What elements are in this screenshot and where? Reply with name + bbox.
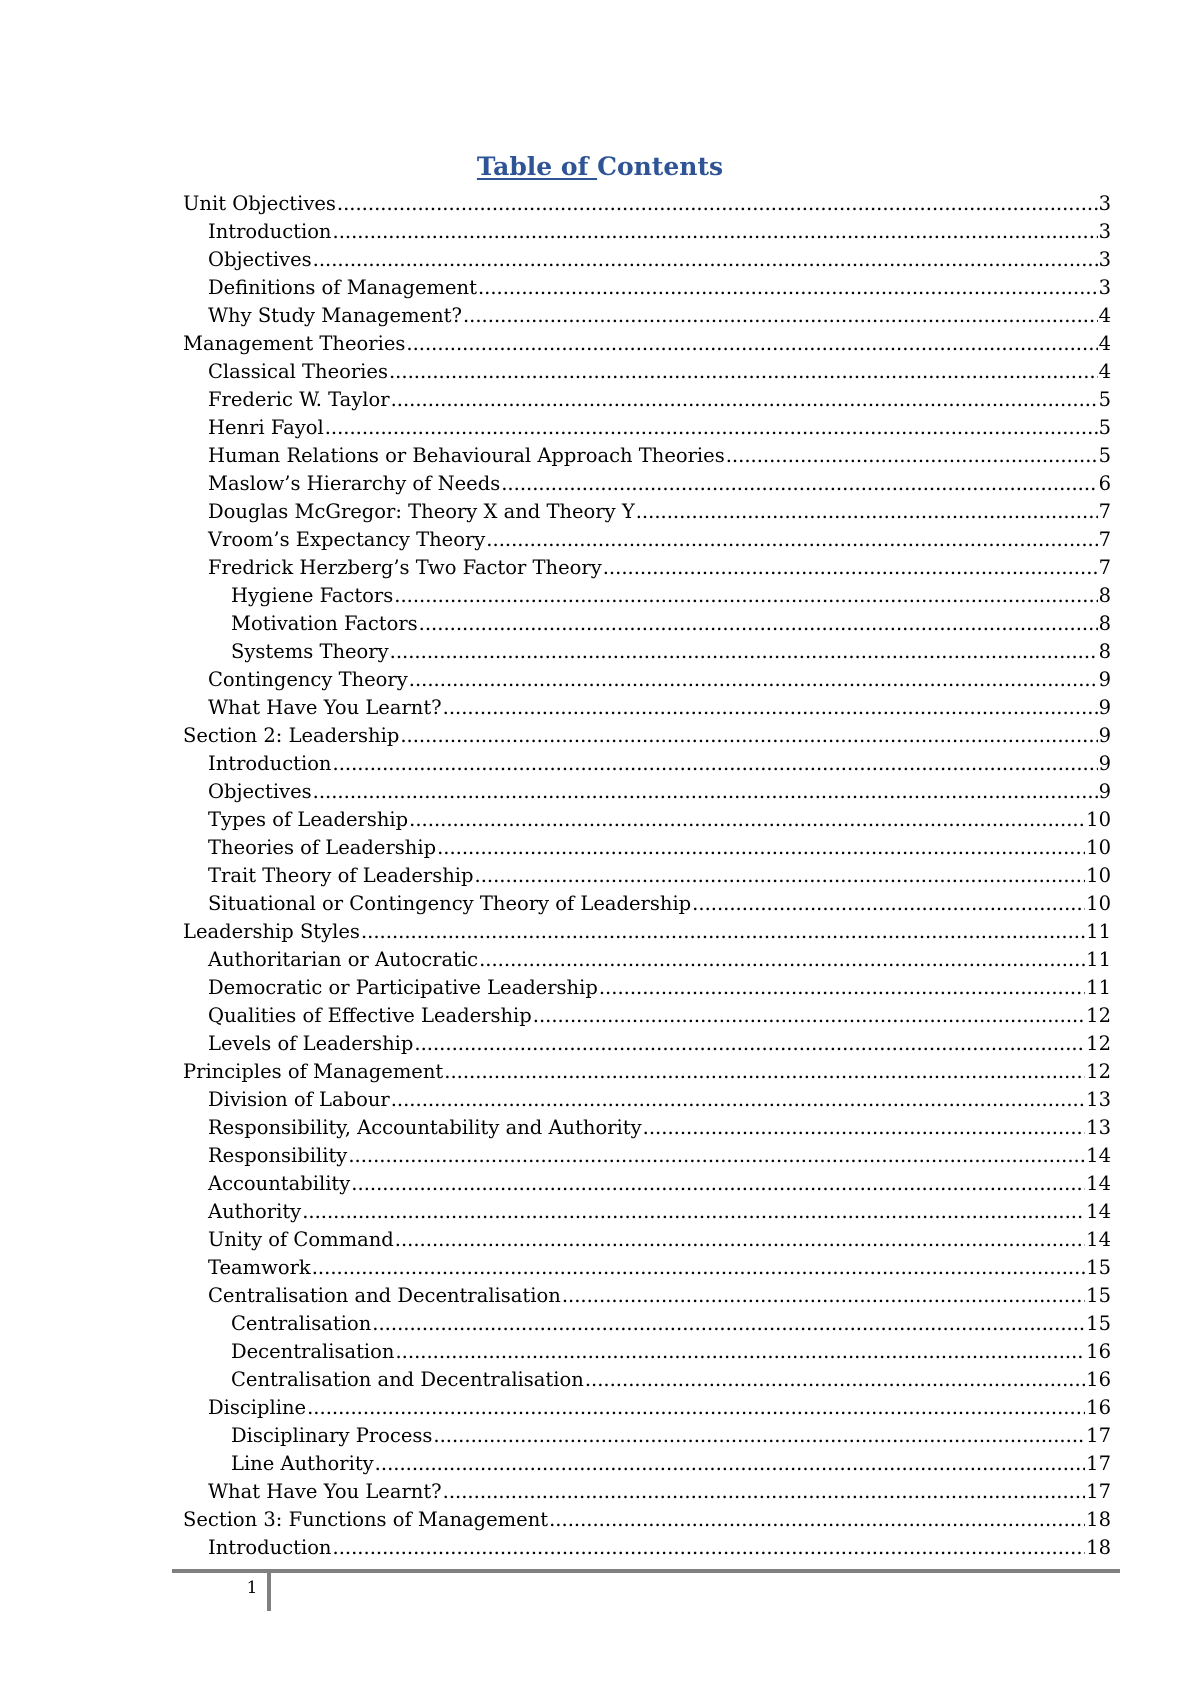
toc-entry-title[interactable]: What Have You Learnt?	[208, 1480, 442, 1503]
toc-dot-leader	[390, 638, 1098, 666]
toc-entry-title[interactable]: Qualities of Effective Leadership	[208, 1004, 532, 1027]
toc-dot-leader	[433, 1422, 1085, 1450]
toc-dot-leader	[333, 750, 1098, 778]
toc-entry-title[interactable]: Management Theories	[183, 332, 406, 355]
toc-entry-title[interactable]: Systems Theory	[231, 640, 389, 663]
toc-entry-page[interactable]: 14	[1086, 1200, 1111, 1223]
toc-entry-page[interactable]: 13	[1086, 1116, 1111, 1139]
toc-entry[interactable]	[183, 1338, 1111, 1366]
toc-entry-title[interactable]: Fredrick Herzberg’s Two Factor Theory	[208, 556, 602, 579]
toc-entry-page[interactable]: 9	[1098, 724, 1111, 747]
toc-entry-title[interactable]: Unity of Command	[208, 1228, 394, 1251]
toc-entry-title[interactable]: Maslow’s Hierarchy of Needs	[208, 472, 501, 495]
toc-dot-leader	[726, 442, 1098, 470]
toc-entry-title[interactable]: Responsibility, Accountability and Authority	[208, 1116, 642, 1139]
toc-dot-leader	[603, 554, 1098, 582]
toc-dot-leader	[636, 498, 1098, 526]
toc-dot-leader	[478, 274, 1098, 302]
toc-dot-leader	[325, 414, 1098, 442]
toc-dot-leader	[313, 246, 1098, 274]
toc-dot-leader	[414, 1030, 1085, 1058]
toc-entry-page[interactable]: 3	[1098, 248, 1111, 271]
toc-entry-title[interactable]: Line Authority	[231, 1452, 374, 1475]
toc-entry-title[interactable]: Henri Fayol	[208, 416, 324, 439]
toc-entry-page[interactable]: 16	[1086, 1368, 1111, 1391]
toc-entry-page[interactable]: 9	[1098, 752, 1111, 775]
toc-dot-leader	[585, 1366, 1085, 1394]
toc-entry-page[interactable]: 12	[1086, 1032, 1111, 1055]
toc-entry-title[interactable]: Objectives	[208, 780, 312, 803]
toc-entry-page[interactable]: 10	[1086, 892, 1111, 915]
toc-entry-title[interactable]: Decentralisation	[231, 1340, 395, 1363]
toc-entry[interactable]	[183, 750, 1111, 778]
toc-entry[interactable]	[183, 1394, 1111, 1422]
toc-dot-leader	[348, 1142, 1085, 1170]
toc-entry[interactable]	[183, 246, 1111, 274]
toc-dot-leader	[361, 918, 1085, 946]
toc-entry[interactable]	[183, 974, 1111, 1002]
toc-entry[interactable]	[183, 1478, 1111, 1506]
toc-entry[interactable]	[183, 1310, 1111, 1338]
toc-entry[interactable]	[183, 526, 1111, 554]
toc-entry-title[interactable]: Disciplinary Process	[231, 1424, 433, 1447]
toc-entry-page[interactable]: 10	[1086, 836, 1111, 859]
toc-heading-part1: Table of	[476, 152, 598, 181]
toc-entry[interactable]	[183, 1114, 1111, 1142]
toc-entry-title[interactable]: Principles of Management	[183, 1060, 444, 1083]
footer-rule	[172, 1569, 1120, 1573]
toc-entry[interactable]	[183, 470, 1111, 498]
toc-entry-title[interactable]: What Have You Learnt?	[208, 696, 442, 719]
toc-entry[interactable]	[183, 1170, 1111, 1198]
toc-entry-title[interactable]: Theories of Leadership	[208, 836, 437, 859]
toc-dot-leader	[375, 1450, 1086, 1478]
toc-dot-leader	[307, 1394, 1085, 1422]
toc-entry[interactable]	[183, 302, 1111, 330]
toc-entry-page[interactable]: 5	[1098, 416, 1111, 439]
toc-entry[interactable]	[183, 1506, 1111, 1534]
toc-entry-title[interactable]: Trait Theory of Leadership	[208, 864, 474, 887]
toc-entry-page[interactable]: 17	[1086, 1452, 1111, 1475]
toc-entry-page[interactable]: 15	[1086, 1256, 1111, 1279]
toc-entry[interactable]	[183, 414, 1111, 442]
toc-entry-page[interactable]: 3	[1098, 220, 1111, 243]
toc-entry-title[interactable]: Introduction	[208, 1536, 332, 1559]
toc-entry[interactable]	[183, 918, 1111, 946]
page-number: 1	[246, 1578, 258, 1598]
toc-entry-page[interactable]: 9	[1098, 780, 1111, 803]
toc-entry-title[interactable]: Centralisation and Decentralisation	[231, 1368, 584, 1391]
toc-dot-leader	[475, 862, 1086, 890]
toc-dot-leader	[400, 722, 1097, 750]
toc-entry-title[interactable]: Contingency Theory	[208, 668, 408, 691]
toc-entry-title[interactable]: Vroom’s Expectancy Theory	[208, 528, 486, 551]
toc-entry-page[interactable]: 10	[1086, 864, 1111, 887]
toc-heading-part2: Contents	[597, 152, 724, 181]
toc-entry[interactable]	[183, 190, 1111, 218]
toc-entry-page[interactable]: 8	[1098, 584, 1111, 607]
toc-entry[interactable]	[183, 1030, 1111, 1058]
toc-entry-page[interactable]: 5	[1098, 444, 1111, 467]
toc-dot-leader	[389, 358, 1098, 386]
toc-entry[interactable]	[183, 330, 1111, 358]
toc-dot-leader	[643, 1114, 1086, 1142]
toc-entry-page[interactable]: 12	[1086, 1004, 1111, 1027]
toc-entry-title[interactable]: Human Relations or Behavioural Approach Theories	[208, 444, 725, 467]
toc-entry-title[interactable]: Unit Objectives	[183, 192, 336, 215]
toc-entry-page[interactable]: 16	[1086, 1396, 1111, 1419]
toc-dot-leader	[337, 190, 1098, 218]
toc-entry-page[interactable]: 8	[1098, 612, 1111, 635]
toc-dot-leader	[479, 946, 1085, 974]
toc-entry-page[interactable]: 7	[1098, 556, 1111, 579]
toc-entry-title[interactable]: Responsibility	[208, 1144, 348, 1167]
toc-dot-leader	[333, 1534, 1086, 1562]
toc-dot-leader	[486, 526, 1097, 554]
toc-entry-title[interactable]: Introduction	[208, 752, 332, 775]
toc-entry-title[interactable]: Classical Theories	[208, 360, 388, 383]
toc-entry[interactable]	[183, 1450, 1111, 1478]
toc-entry[interactable]	[183, 1002, 1111, 1030]
toc-dot-leader	[533, 1002, 1085, 1030]
toc-entry[interactable]	[183, 498, 1111, 526]
toc-entry-page[interactable]: 11	[1086, 976, 1111, 999]
toc-dot-leader	[562, 1282, 1085, 1310]
toc-entry-page[interactable]: 6	[1098, 472, 1111, 495]
toc-entry-title[interactable]: Leadership Styles	[183, 920, 360, 943]
toc-entry[interactable]	[183, 834, 1111, 862]
toc-entry-page[interactable]: 8	[1098, 640, 1111, 663]
toc-entry[interactable]	[183, 1086, 1111, 1114]
toc-entry[interactable]	[183, 442, 1111, 470]
toc-entry-page[interactable]: 4	[1098, 304, 1111, 327]
toc-entry-page[interactable]: 10	[1086, 808, 1111, 831]
toc-dot-leader	[333, 218, 1098, 246]
toc-entry[interactable]	[183, 386, 1111, 414]
toc-entry-page[interactable]: 7	[1098, 528, 1111, 551]
toc-dot-leader	[501, 470, 1097, 498]
toc-entry-title[interactable]: Douglas McGregor: Theory X and Theory Y	[208, 500, 635, 523]
toc-entry-title[interactable]: Authoritarian or Autocratic	[208, 948, 479, 971]
toc-entry-page[interactable]: 11	[1086, 948, 1111, 971]
toc-entry[interactable]	[183, 722, 1111, 750]
toc-entry[interactable]	[183, 1534, 1111, 1562]
toc-entry-title[interactable]: Discipline	[208, 1396, 307, 1419]
toc-entry-title[interactable]: Teamwork	[208, 1256, 311, 1279]
toc-entry[interactable]	[183, 778, 1111, 806]
toc-dot-leader	[549, 1506, 1085, 1534]
toc-dot-leader	[443, 694, 1098, 722]
toc-entry-page[interactable]: 9	[1098, 668, 1111, 691]
toc-entry[interactable]	[183, 862, 1111, 890]
toc-dot-leader	[312, 1254, 1085, 1282]
toc-entry-title[interactable]: Democratic or Participative Leadership	[208, 976, 598, 999]
toc-entry-page[interactable]: 18	[1086, 1508, 1111, 1531]
toc-entry[interactable]	[183, 1142, 1111, 1170]
toc-dot-leader	[406, 330, 1097, 358]
toc-dot-leader	[599, 974, 1085, 1002]
toc-dot-leader	[409, 666, 1098, 694]
toc-entry-page[interactable]: 9	[1098, 696, 1111, 719]
toc-entry-title[interactable]: Motivation Factors	[231, 612, 418, 635]
toc-entry-title[interactable]: Centralisation and Decentralisation	[208, 1284, 561, 1307]
toc-dot-leader	[302, 1198, 1085, 1226]
toc-dot-leader	[443, 1478, 1086, 1506]
toc-entry-page[interactable]: 14	[1086, 1144, 1111, 1167]
table-of-contents	[183, 190, 1111, 1562]
toc-entry[interactable]	[183, 666, 1111, 694]
toc-dot-leader	[419, 610, 1098, 638]
toc-dot-leader	[391, 386, 1098, 414]
toc-entry-title[interactable]: Objectives	[208, 248, 312, 271]
toc-dot-leader	[409, 806, 1085, 834]
toc-dot-leader	[313, 778, 1098, 806]
toc-entry-title[interactable]: Section 2: Leadership	[183, 724, 400, 747]
toc-entry-page[interactable]: 11	[1086, 920, 1111, 943]
toc-entry[interactable]	[183, 1422, 1111, 1450]
toc-dot-leader	[372, 1310, 1085, 1338]
toc-entry[interactable]	[183, 638, 1111, 666]
toc-entry-title[interactable]: Accountability	[208, 1172, 351, 1195]
toc-entry[interactable]	[183, 218, 1111, 246]
toc-entry-page[interactable]: 5	[1098, 388, 1111, 411]
toc-dot-leader	[351, 1170, 1085, 1198]
toc-dot-leader	[437, 834, 1085, 862]
toc-entry-title[interactable]: Section 3: Functions of Management	[183, 1508, 549, 1531]
toc-entry-page[interactable]: 12	[1086, 1060, 1111, 1083]
toc-entry[interactable]	[183, 890, 1111, 918]
toc-entry[interactable]	[183, 694, 1111, 722]
toc-entry-page[interactable]: 14	[1086, 1172, 1111, 1195]
toc-entry-page[interactable]: 14	[1086, 1228, 1111, 1251]
toc-entry-title[interactable]: Situational or Contingency Theory of Leadership	[208, 892, 692, 915]
toc-dot-leader	[692, 890, 1085, 918]
toc-dot-leader	[395, 1226, 1085, 1254]
toc-entry[interactable]	[183, 1282, 1111, 1310]
toc-dot-leader	[463, 302, 1098, 330]
toc-dot-leader	[444, 1058, 1085, 1086]
toc-entry-title[interactable]: Frederic W. Taylor	[208, 388, 390, 411]
toc-entry[interactable]	[183, 946, 1111, 974]
toc-entry-title[interactable]: Authority	[208, 1200, 302, 1223]
toc-entry-title[interactable]: Levels of Leadership	[208, 1032, 414, 1055]
toc-entry-page[interactable]: 3	[1098, 192, 1111, 215]
toc-entry-page[interactable]: 15	[1086, 1312, 1111, 1335]
toc-dot-leader	[391, 1086, 1085, 1114]
toc-entry-title[interactable]: Centralisation	[231, 1312, 372, 1335]
toc-entry-page[interactable]: 7	[1098, 500, 1111, 523]
toc-entry[interactable]	[183, 1366, 1111, 1394]
toc-entry-page[interactable]: 13	[1086, 1088, 1111, 1111]
toc-entry-title[interactable]: Types of Leadership	[208, 808, 409, 831]
toc-entry-page[interactable]: 4	[1098, 332, 1111, 355]
toc-entry[interactable]	[183, 610, 1111, 638]
toc-entry-page[interactable]: 15	[1086, 1284, 1111, 1307]
toc-entry[interactable]	[183, 1254, 1111, 1282]
footer-divider	[267, 1569, 271, 1611]
toc-entry-page[interactable]: 16	[1086, 1340, 1111, 1363]
toc-entry-title[interactable]: Why Study Management?	[208, 304, 462, 327]
toc-entry[interactable]	[183, 1198, 1111, 1226]
toc-entry[interactable]	[183, 582, 1111, 610]
toc-entry-page[interactable]: 17	[1086, 1424, 1111, 1447]
toc-entry[interactable]	[183, 358, 1111, 386]
toc-entry[interactable]	[183, 554, 1111, 582]
toc-dot-leader	[394, 582, 1097, 610]
toc-entry[interactable]	[183, 1058, 1111, 1086]
toc-entry-page[interactable]: 4	[1098, 360, 1111, 383]
toc-heading	[0, 150, 1200, 184]
toc-entry-page[interactable]: 18	[1086, 1536, 1111, 1559]
toc-dot-leader	[395, 1338, 1085, 1366]
toc-entry[interactable]	[183, 806, 1111, 834]
toc-entry-title[interactable]: Introduction	[208, 220, 332, 243]
toc-entry[interactable]	[183, 1226, 1111, 1254]
toc-entry-title[interactable]: Hygiene Factors	[231, 584, 394, 607]
toc-entry-page[interactable]: 17	[1086, 1480, 1111, 1503]
toc-entry-title[interactable]: Division of Labour	[208, 1088, 390, 1111]
toc-entry-title[interactable]: Definitions of Management	[208, 276, 477, 299]
toc-entry-page[interactable]: 3	[1098, 276, 1111, 299]
toc-entry[interactable]	[183, 274, 1111, 302]
